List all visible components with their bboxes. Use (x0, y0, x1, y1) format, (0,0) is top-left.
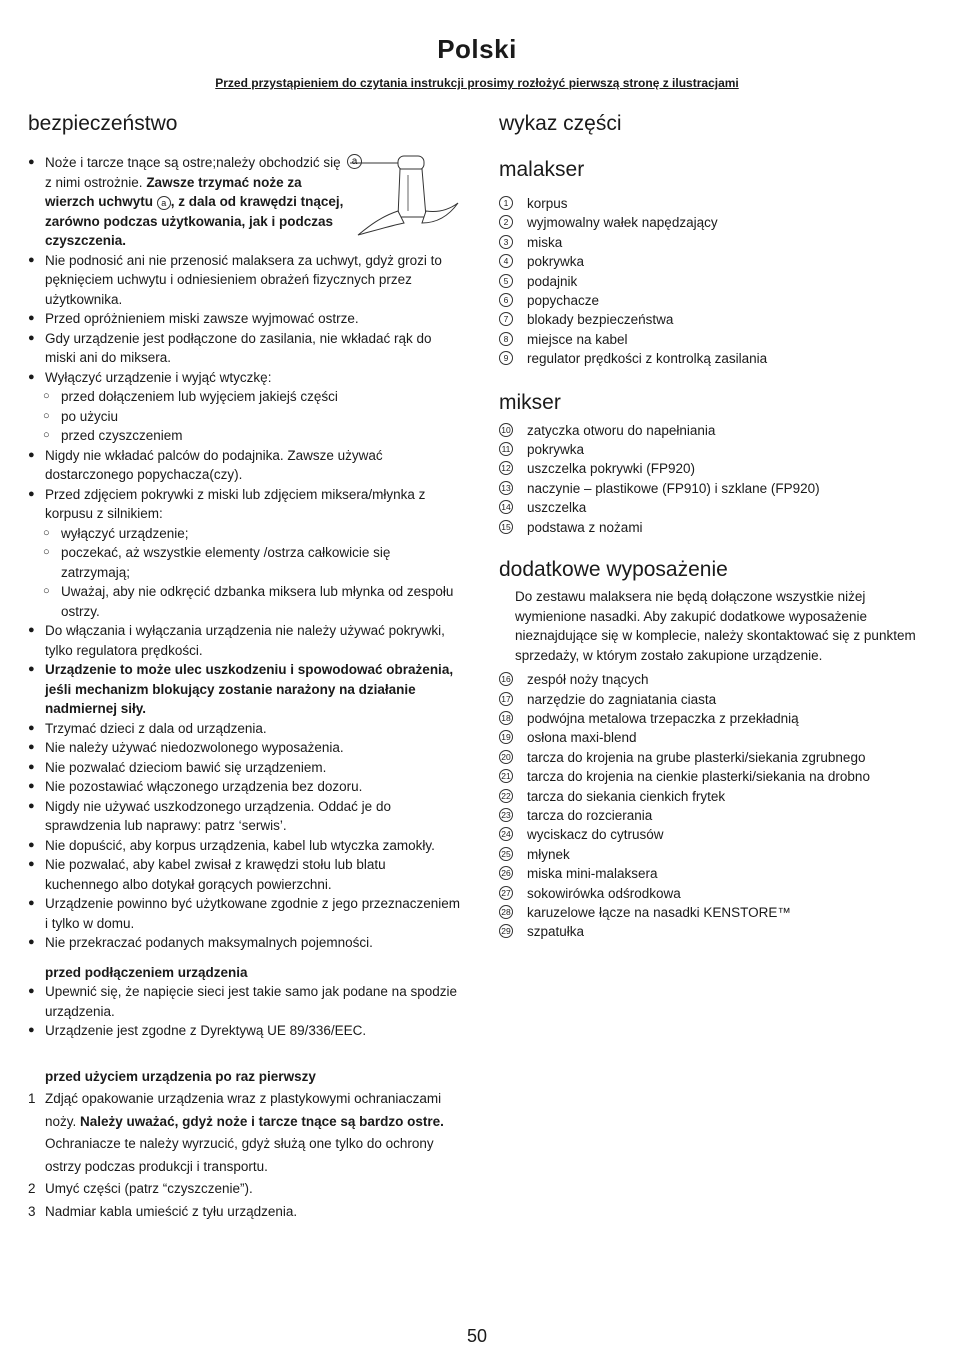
safety-subitem: ○ wyłączyć urządzenie; (28, 524, 460, 544)
step-number: 1 (28, 1091, 36, 1106)
right-column (499, 112, 919, 942)
accessory-item (499, 922, 919, 941)
malakser-parts-list (499, 194, 919, 369)
safety-subitem: ○ Uważaj, aby nie odkręcić dzbanka miksera lub młynka od zespołu ostrzy. (28, 582, 460, 621)
part-label: młynek (527, 846, 570, 862)
safety-subitem: ○ poczekać, aż wszystkie elementy /ostrza całkowicie się zatrzymają; (28, 543, 460, 582)
part-number-icon: 16 (499, 672, 513, 686)
parts-heading: wykaz części (499, 112, 622, 135)
part-label: szpatułka (527, 924, 585, 940)
accessory-item (499, 806, 919, 825)
accessory-item (499, 884, 919, 903)
first-use-steps (28, 1088, 460, 1223)
part-number-icon: 22 (499, 789, 513, 803)
before-connect-heading: przed podłączeniem urządzenia (45, 964, 248, 980)
mikser-parts-list (499, 421, 919, 537)
part-label: tarcza do krojenia na cienkie plasterki/siekania na drobno (527, 769, 870, 785)
part-number-icon: 15 (499, 520, 513, 534)
before-connect-list (28, 982, 460, 1041)
part-label: tarcza do siekania cienkich frytek (527, 788, 726, 804)
part-item (499, 194, 919, 213)
safety-heading: bezpieczeństwo (28, 112, 178, 135)
safety-item: ● Nie pozwalać dzieciom bawić się urządzeniem. (28, 758, 460, 778)
step-number: 2 (28, 1181, 36, 1196)
part-label: podwójna metalowa trzepaczka z przekładnią (527, 710, 799, 726)
part-label: blokady bezpieczeństwa (527, 312, 674, 328)
safety-item: ● Nie podnosić ani nie przenosić malaksera za uchwyt, gdyż grozi to pęknięciem uchwytu i odniesieniem obrażeń fizycznych przez użytkownika. (28, 251, 460, 310)
part-item (499, 459, 919, 478)
part-number-icon: 7 (499, 312, 513, 326)
part-label: regulator prędkości z kontrolką zasilania (527, 351, 768, 367)
accessory-item (499, 728, 919, 747)
part-number-icon: 20 (499, 750, 513, 764)
part-item (499, 518, 919, 537)
part-item (499, 349, 919, 368)
part-label: uszczelka pokrywki (FP920) (527, 461, 696, 477)
safety-item: ● Wyłączyć urządzenie i wyjąć wtyczkę: (28, 368, 460, 388)
safety-item: ● Nie pozwalać, aby kabel zwisał z krawędzi stołu lub blatu kuchennego albo dotykał gorących powierzchni. (28, 855, 460, 894)
accessory-item (499, 690, 919, 709)
part-number-icon: 9 (499, 351, 513, 365)
safety-item: ● Nie pozostawiać włączonego urządzenia bez dozoru. (28, 777, 460, 797)
part-item (499, 252, 919, 271)
part-label: uszczelka (527, 500, 587, 516)
part-item (499, 421, 919, 440)
safety-item: ● Nie dopuścić, aby korpus urządzenia, kabel lub wtyczka zamokły. (28, 836, 460, 856)
part-label: sokowirówka odśrodkowa (527, 885, 681, 901)
safety-list-a (28, 251, 460, 388)
part-label: karuzelowe łącze na nasadki KENSTORE™ (527, 904, 791, 920)
part-label: osłona maxi-blend (527, 730, 637, 746)
part-item (499, 213, 919, 232)
part-number-icon: 4 (499, 254, 513, 268)
part-label: podstawa z nożami (527, 519, 643, 535)
step-warning: Należy uważać, gdyż noże i tarcze tnące są bardzo ostre. (80, 1113, 444, 1129)
part-number-icon: 12 (499, 461, 513, 475)
safety-item: ● Nigdy nie używać uszkodzonego urządzenia. Oddać je do sprawdzenia lub naprawy: patrz ‘serwis’. (28, 797, 460, 836)
accessory-item (499, 864, 919, 883)
page-title: Polski (437, 34, 517, 64)
part-label: pokrywka (527, 254, 585, 270)
part-item (499, 440, 919, 459)
part-item (499, 498, 919, 517)
accessory-item (499, 787, 919, 806)
part-item (499, 291, 919, 310)
part-number-icon: 11 (499, 442, 513, 456)
part-label: pokrywka (527, 442, 585, 458)
safety-sublist-b (28, 524, 460, 622)
safety-subitem: ○ przed czyszczeniem (28, 426, 460, 446)
malakser-heading: malakser (499, 158, 585, 181)
page-number: 50 (466, 1326, 488, 1346)
part-number-icon: 17 (499, 692, 513, 706)
step-text: Nadmiar kabla umieścić z tyłu urządzenia. (45, 1203, 298, 1219)
safety-item: ● Trzymać dzieci z dala od urządzenia. (28, 719, 460, 739)
part-label: wyciskacz do cytrusów (527, 827, 664, 843)
accessory-item (499, 670, 919, 689)
first-use-step (28, 1201, 460, 1224)
part-label: popychacze (527, 293, 600, 309)
left-column (28, 112, 460, 1223)
step-text: Umyć części (patrz “czyszczenie”). (45, 1181, 253, 1196)
safety-item-knives (28, 153, 460, 251)
part-number-icon: 18 (499, 711, 513, 725)
part-number-icon: 23 (499, 808, 513, 822)
accessory-item (499, 767, 919, 786)
first-safety-block (28, 153, 460, 251)
page-subtitle: Przed przystąpieniem do czytania instrukcji prosimy rozłożyć pierwszą stronę z ilustracjami (215, 76, 739, 90)
safety-item: ● Nie należy używać niedozwolonego wyposażenia. (28, 738, 460, 758)
part-label: zatyczka otworu do napełniania (527, 422, 716, 438)
safety-item: ● Przed zdjęciem pokrywki z miski lub zdjęciem miksera/młynka z korpusu z silnikiem: (28, 485, 460, 524)
part-number-icon: 21 (499, 769, 513, 783)
part-item (499, 330, 919, 349)
safety-warning-bold: ● Urządzenie to może ulec uszkodzeniu i spowodować obrażenia, jeśli mechanizm blokujący zostanie narażony na działanie nadmiernej siły. (28, 660, 460, 719)
safety-item: ● Do włączania i wyłączania urządzenia nie należy używać pokrywki, tylko regulatora prędkości. (28, 621, 460, 660)
part-item (499, 479, 919, 498)
part-number-icon: 14 (499, 500, 513, 514)
part-number-icon: 19 (499, 730, 513, 744)
step-text-cont: Ochraniacze te należy wyrzucić, gdyż służą one tylko do ochrony ostrzy podczas produkcji i transportu. (45, 1136, 434, 1174)
part-label: narzędzie do zagniatania ciasta (527, 691, 717, 707)
accessory-item (499, 709, 919, 728)
step-text: Zdjąć opakowanie urządzenia wraz z plastykowymi ochraniaczami noży. (45, 1091, 442, 1129)
figure-label-a: a (347, 154, 362, 169)
safety-list-b (28, 446, 460, 524)
connect-item: ● Urządzenie jest zgodne z Dyrektywą UE 89/336/EEC. (28, 1021, 460, 1041)
part-item (499, 310, 919, 329)
first-use-heading: przed użyciem urządzenia po raz pierwszy (45, 1068, 316, 1084)
part-item (499, 233, 919, 252)
part-label: zespół noży tnących (527, 672, 649, 688)
safety-subitem: ○ po użyciu (28, 407, 460, 427)
safety-list-c (28, 621, 460, 660)
safety-item: ● Nie przekraczać podanych maksymalnych pojemności. (28, 933, 460, 953)
part-number-icon: 28 (499, 905, 513, 919)
part-label: miejsce na kabel (527, 331, 628, 347)
part-number-icon: 26 (499, 866, 513, 880)
mikser-heading: mikser (499, 390, 561, 414)
part-number-icon: 13 (499, 481, 513, 495)
part-number-icon: 1 (499, 196, 513, 210)
step-number: 3 (28, 1203, 36, 1219)
part-number-icon: 8 (499, 332, 513, 346)
part-number-icon: 25 (499, 847, 513, 861)
part-number-icon: 2 (499, 215, 513, 229)
part-number-icon: 24 (499, 827, 513, 841)
extras-intro: Do zestawu malaksera nie będą dołączone wszystkie niżej wymienione nasadki. Aby zakupić dodatkowe wyposażenie nieznajdujące się w komplecie, należy skontaktować się z punktem sprzedaży, w którym zostało zakupione urządzenie. (515, 589, 916, 663)
accessory-item (499, 748, 919, 767)
part-label: tarcza do rozcierania (527, 807, 653, 823)
safety-list-d (28, 719, 460, 953)
part-label: tarcza do krojenia na grube plasterki/siekania zgrubnego (527, 749, 866, 765)
safety-text: Noże i tarcze tnące są ostre;należy obchodzić się z nimi ostrożnie. (45, 155, 341, 190)
safety-subitem: ○ przed dołączeniem lub wyjęciem jakiejś części (28, 387, 460, 407)
part-label: miska (527, 234, 563, 250)
accessory-item (499, 903, 919, 922)
part-label: miska mini-malaksera (527, 866, 658, 882)
part-number-icon: 10 (499, 423, 513, 437)
extras-heading: dodatkowe wyposażenie (499, 558, 728, 582)
part-number-icon: 3 (499, 235, 513, 249)
part-label: wyjmowalny wałek napędzający (527, 215, 718, 231)
safety-bold: Zawsze trzymać noże za wierzch uchwytu (45, 174, 302, 209)
first-use-step (28, 1178, 460, 1201)
part-label: korpus (527, 196, 568, 211)
safety-item: ● Przed opróżnieniem miski zawsze wyjmować ostrze. (28, 309, 460, 329)
accessory-item (499, 845, 919, 864)
safety-item: ● Gdy urządzenie jest podłączone do zasilania, nie wkładać rąk do miski ani do miksera. (28, 329, 460, 368)
part-item (499, 272, 919, 291)
marker-a: a (157, 196, 171, 210)
part-label: podajnik (527, 273, 578, 289)
safety-sublist-a (28, 387, 460, 446)
safety-bold-cont: , z dala od krawędzi tnącej, zarówno podczas użytkowania, jak i podczas czyszczenia. (45, 194, 344, 248)
safety-item: ● Nigdy nie wkładać palców do podajnika. Zawsze używać dostarczonego popychacza(czy). (28, 446, 460, 485)
connect-item: ● Upewnić się, że napięcie sieci jest takie samo jak podane na spodzie urządzenia. (28, 982, 460, 1021)
first-use-step (28, 1088, 460, 1178)
extras-parts-list (499, 670, 919, 942)
part-number-icon: 27 (499, 886, 513, 900)
part-number-icon: 29 (499, 924, 513, 938)
safety-item: ● Urządzenie powinno być użytkowane zgodnie z jego przeznaczeniem i tylko w domu. (28, 894, 460, 933)
part-number-icon: 5 (499, 274, 513, 288)
part-number-icon: 6 (499, 293, 513, 307)
accessory-item (499, 825, 919, 844)
part-label: naczynie – plastikowe (FP910) i szklane (FP920) (527, 480, 820, 496)
